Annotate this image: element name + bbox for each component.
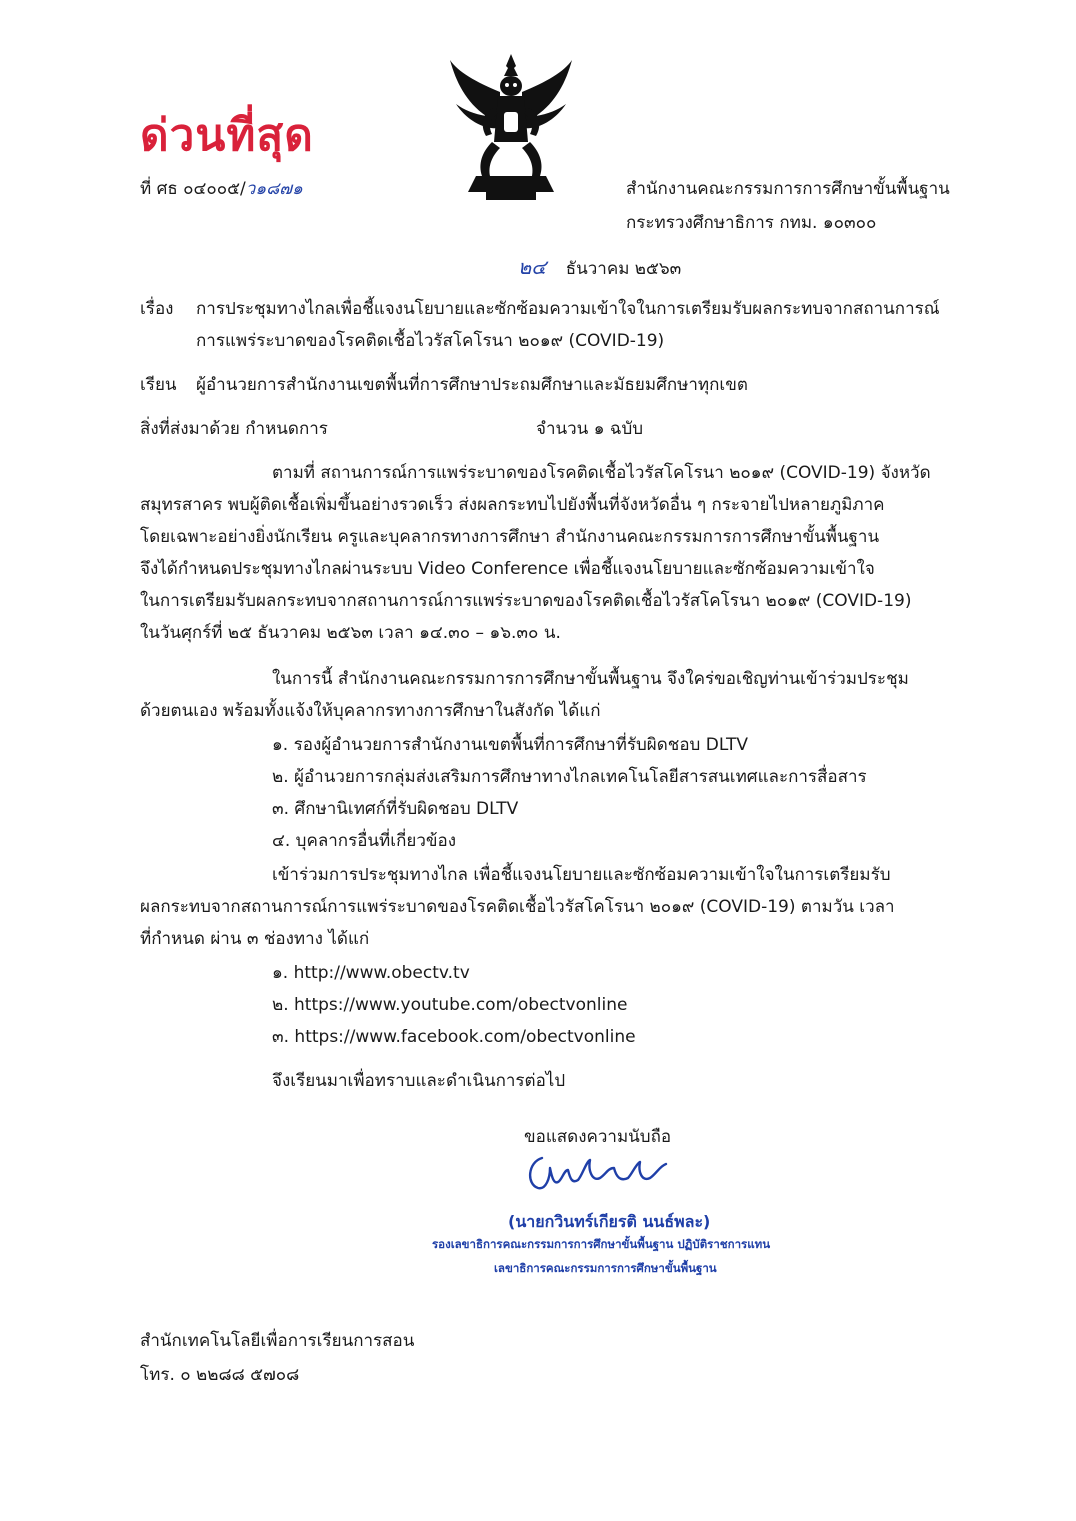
reference-prefix: ที่ ศธ ๐๔๐๐๕/ [140, 179, 246, 199]
footer-phone: โทร. ๐ ๒๒๘๘ ๕๗๐๘ [140, 1365, 300, 1385]
para2-line: ด้วยตนเอง พร้อมทั้งแจ้งให้บุคลากรทางการศึกษาในสังกัด ได้แก่ [140, 701, 601, 721]
footer-unit: สำนักเทคโนโลยีเพื่อการเรียนการสอน [140, 1331, 415, 1351]
document-date [518, 256, 681, 280]
urgency-stamp: ด่วนที่สุด [140, 110, 314, 161]
date-day-handwritten: ๒๔ [518, 255, 547, 279]
recipient-text: ผู้อำนวยการสำนักงานเขตพื้นที่การศึกษาประถมศึกษาและมัธยมศึกษาทุกเขต [196, 375, 748, 395]
para1-line: โดยเฉพาะอย่างยิ่งนักเรียน ครูและบุคลากรทางการศึกษา สำนักงานคณะกรรมการการศึกษาขั้นพื้นฐาน [140, 527, 880, 547]
subject-label: เรื่อง [140, 299, 174, 319]
para3-line: ผลกระทบจากสถานการณ์การแพร่ระบาดของโรคติดเชื้อไวรัสโคโรนา ๒๐๑๙ (COVID-19) ตามวัน เวลา [140, 897, 895, 917]
garuda-emblem [446, 52, 576, 202]
channel-link-facebook[interactable]: ๓. https://www.facebook.com/obectvonline [272, 1027, 636, 1047]
para1-line: ในวันศุกร์ที่ ๒๕ ธันวาคม ๒๕๖๓ เวลา ๑๔.๓๐ – ๑๖.๓๐ น. [140, 623, 561, 643]
closing-text: จึงเรียนมาเพื่อทราบและดำเนินการต่อไป [272, 1071, 566, 1091]
para1-line: สมุทรสาคร พบผู้ติดเชื้อเพิ่มขึ้นอย่างรวดเร็ว ส่งผลกระทบไปยังพื้นที่จังหวัดอื่น ๆ กระจายไปหลายภูมิภาค [140, 495, 885, 515]
para2-line: ในการนี้ สำนักงานคณะกรรมการการศึกษาขั้นพื้นฐาน จึงใคร่ขอเชิญท่านเข้าร่วมประชุม [272, 669, 909, 689]
enclosure-quantity: จำนวน ๑ ฉบับ [536, 419, 644, 439]
para3-line: ที่กำหนด ผ่าน ๓ ช่องทาง ได้แก่ [140, 929, 370, 949]
attendee-item: ๒. ผู้อำนวยการกลุ่มส่งเสริมการศึกษาทางไกลเทคโนโลยีสารสนเทศและการสื่อสาร [272, 767, 867, 787]
channel-link-youtube[interactable]: ๒. https://www.youtube.com/obectvonline [272, 995, 628, 1015]
date-month-year: ธันวาคม ๒๕๖๓ [565, 259, 682, 279]
para1-line: จึงได้กำหนดประชุมทางไกลผ่านระบบ Video Conference เพื่อชี้แจงนโยบายและซักซ้อมความเข้าใจ [140, 559, 875, 579]
attendee-item: ๔. บุคลากรอื่นที่เกี่ยวข้อง [272, 831, 457, 851]
para1-line: ในการเตรียมรับผลกระทบจากสถานการณ์การแพร่ระบาดของโรคติดเชื้อไวรัสโคโรนา ๒๐๑๙ (COVID-19) [140, 591, 912, 611]
recipient-label: เรียน [140, 375, 177, 395]
office-name: สำนักงานคณะกรรมการการศึกษาขั้นพื้นฐาน [626, 179, 950, 199]
attendee-item: ๑. รองผู้อำนวยการสำนักงานเขตพื้นที่การศึกษาที่รับผิดชอบ DLTV [272, 735, 748, 755]
reference-number [140, 178, 303, 200]
regards-text: ขอแสดงความนับถือ [524, 1127, 672, 1147]
signatory-title-2: เลขาธิการคณะกรรมการการศึกษาขั้นพื้นฐาน [494, 1261, 717, 1275]
attendee-item: ๓. ศึกษานิเทศก์ที่รับผิดชอบ DLTV [272, 799, 519, 819]
signatory-name: (นายกวินทร์เกียรติ นนธ์พละ) [508, 1212, 711, 1231]
office-address: กระทรวงศึกษาธิการ กทม. ๑๐๓๐๐ [626, 213, 877, 233]
handwritten-signature [520, 1148, 680, 1194]
para1-line: ตามที่ สถานการณ์การแพร่ระบาดของโรคติดเชื้อไวรัสโคโรนา ๒๐๑๙ (COVID-19) จังหวัด [272, 463, 931, 483]
reference-handwritten: ว๑๘๗๑ [245, 179, 303, 199]
subject-line-2: การแพร่ระบาดของโรคติดเชื้อไวรัสโคโรนา ๒๐๑๙ (COVID-19) [196, 331, 665, 351]
enclosure-label: สิ่งที่ส่งมาด้วย กำหนดการ [140, 419, 328, 439]
signatory-title-1: รองเลขาธิการคณะกรรมการการศึกษาขั้นพื้นฐาน ปฏิบัติราชการแทน [432, 1237, 771, 1251]
para3-line: เข้าร่วมการประชุมทางไกล เพื่อชี้แจงนโยบายและซักซ้อมความเข้าใจในการเตรียมรับ [272, 865, 891, 885]
subject-line-1: การประชุมทางไกลเพื่อชี้แจงนโยบายและซักซ้อมความเข้าใจในการเตรียมรับผลกระทบจากสถานการณ์ [196, 299, 940, 319]
channel-link-obectv[interactable]: ๑. http://www.obectv.tv [272, 963, 470, 983]
